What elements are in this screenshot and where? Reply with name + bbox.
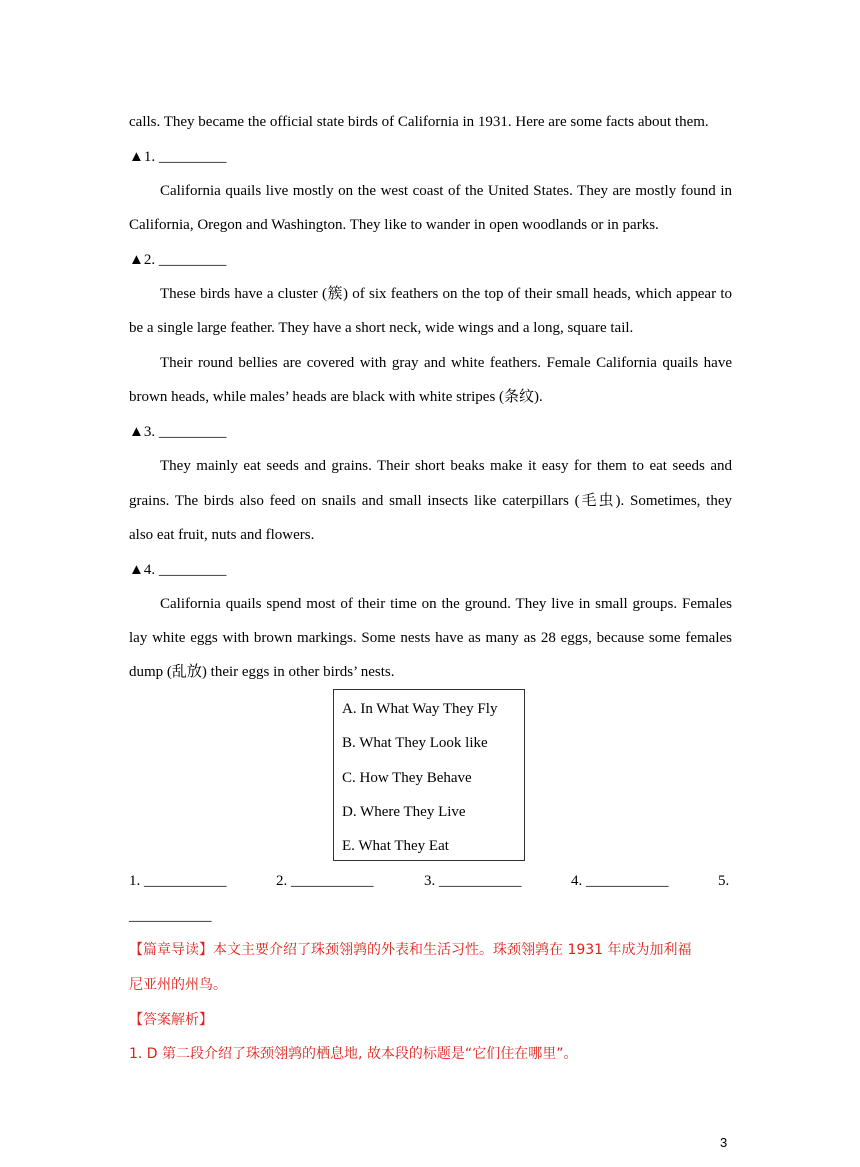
answer-blank-2: 2. ___________ [276, 873, 374, 889]
answer-1-explanation: 1. D 第二段介绍了珠颈翎鹑的栖息地, 故本段的标题是“它们住在哪里”。 [129, 1046, 578, 1062]
paragraph-behave-line-2: lay white eggs with brown markings. Some nests have as many as 28 eggs, because some females [129, 630, 732, 646]
option-a: A. In What Way They Fly [342, 701, 498, 717]
option-e: E. What They Eat [342, 838, 449, 854]
question-1-marker: ▲1. _________ [129, 149, 227, 165]
intro-end-line: calls. They became the official state birds of California in 1931. Here are some facts about them. [129, 114, 709, 130]
option-b: B. What They Look like [342, 735, 488, 751]
paragraph-where-line-1: California quails live mostly on the west coast of the United States. They are mostly found in [160, 183, 732, 199]
answer-blank-1: 1. ___________ [129, 873, 227, 889]
paragraph-eat-line-2: grains. The birds also feed on snails and small insects like caterpillars (毛虫). Sometimes, they [129, 493, 732, 509]
article-guide-line-2: 尼亚州的州鸟。 [129, 977, 227, 993]
paragraph-look2-line-1: Their round bellies are covered with gray and white feathers. Female California quails have [160, 355, 732, 371]
option-c: C. How They Behave [342, 770, 472, 786]
option-d: D. Where They Live [342, 804, 466, 820]
answer-blank-5-line: ___________ [129, 908, 212, 924]
question-3-marker: ▲3. _________ [129, 424, 227, 440]
options-box [333, 689, 525, 861]
question-2-marker: ▲2. _________ [129, 252, 227, 268]
paragraph-where-line-2: California, Oregon and Washington. They like to wander in open woodlands or in parks. [129, 217, 659, 233]
question-4-marker: ▲4. _________ [129, 562, 227, 578]
answer-analysis-heading: 【答案解析】 [129, 1012, 213, 1028]
paragraph-look2-line-2: brown heads, while males’ heads are black with white stripes (条纹). [129, 389, 543, 405]
answer-blank-3: 3. ___________ [424, 873, 522, 889]
paragraph-eat-line-1: They mainly eat seeds and grains. Their short beaks make it easy for them to eat seeds and [160, 458, 732, 474]
paragraph-look-line-1: These birds have a cluster (簇) of six feathers on the top of their small heads, which appear to [160, 286, 732, 302]
answer-blank-5: 5. [718, 873, 730, 889]
answer-blank-4: 4. ___________ [571, 873, 669, 889]
paragraph-eat-line-3: also eat fruit, nuts and flowers. [129, 527, 315, 543]
paragraph-behave-line-1: California quails spend most of their time on the ground. They live in small groups. Females [160, 596, 732, 612]
paragraph-look-line-2: be a single large feather. They have a short neck, wide wings and a long, square tail. [129, 320, 634, 336]
article-guide-line-1: 【篇章导读】本文主要介绍了珠颈翎鹑的外表和生活习性。珠颈翎鹑在 1931 年成为加利福 [129, 942, 692, 958]
paragraph-behave-line-3: dump (乱放) their eggs in other birds’ nests. [129, 664, 395, 680]
page-number: 3 [720, 1135, 728, 1150]
